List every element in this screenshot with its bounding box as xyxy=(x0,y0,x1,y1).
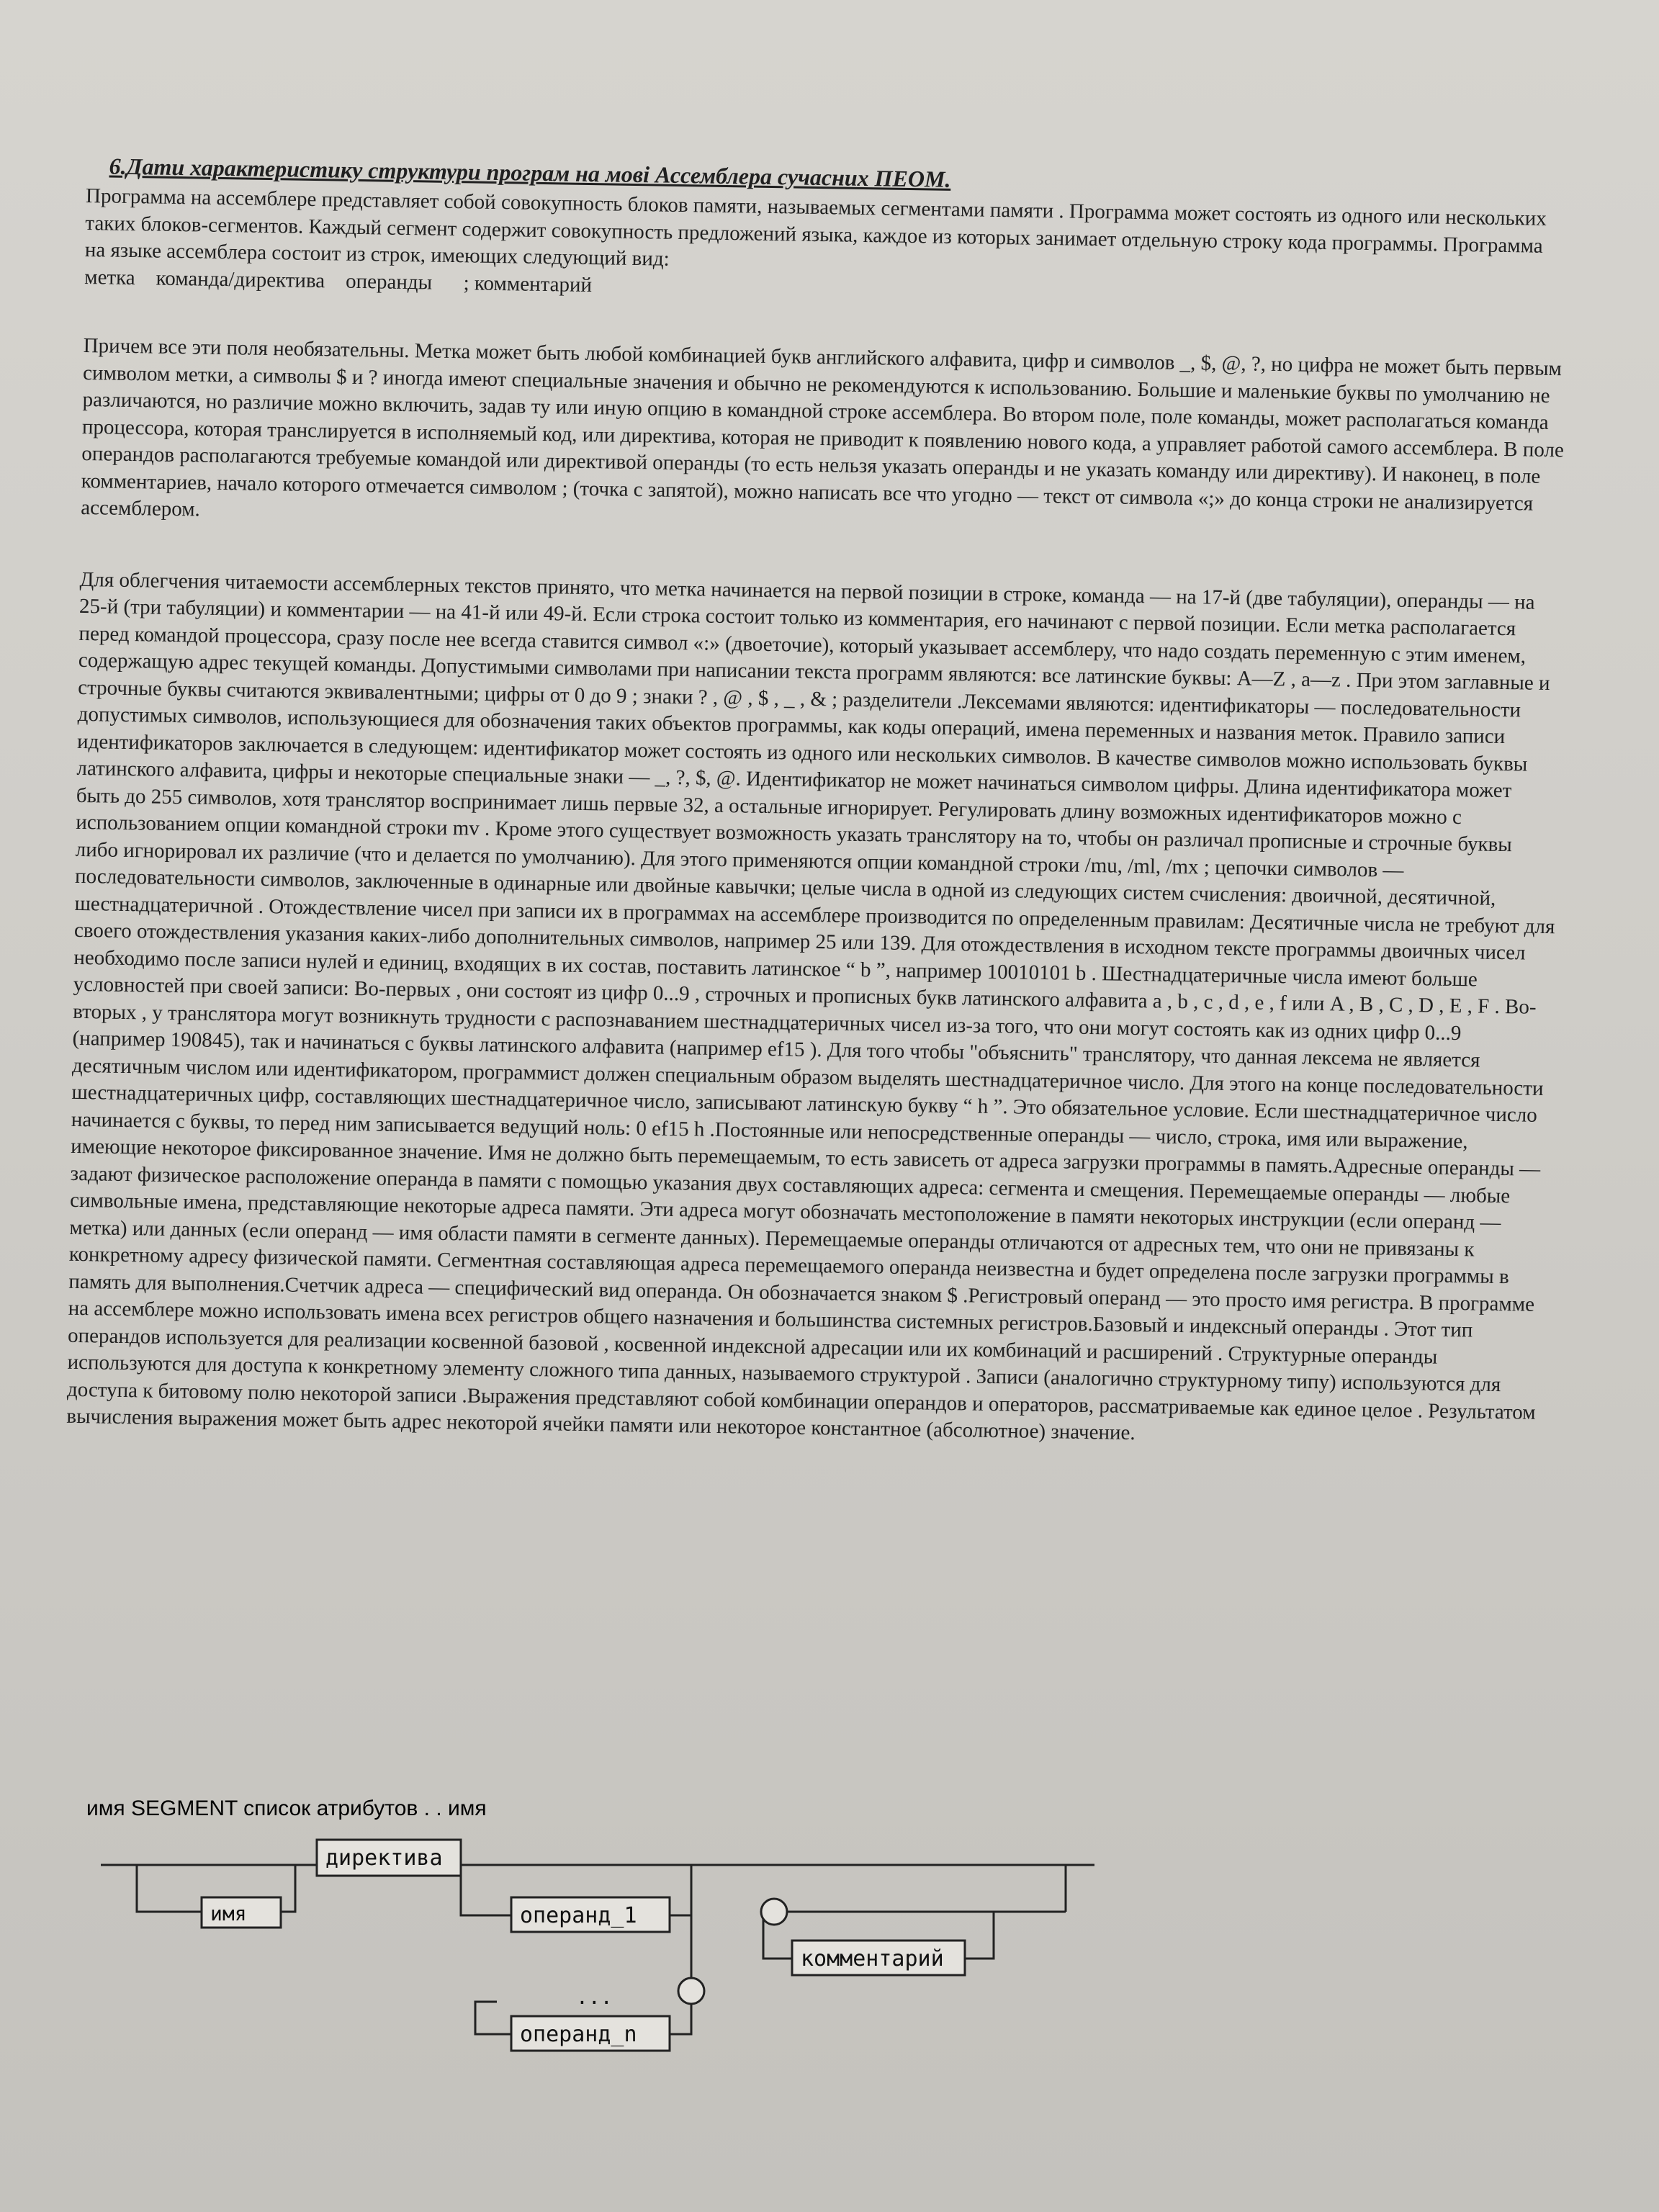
label-operand-1: операнд_1 xyxy=(520,1903,637,1928)
label-operand-n: операнд_n xyxy=(520,2022,637,2047)
document-body xyxy=(66,151,1570,1454)
label-comment: комментарий xyxy=(801,1946,944,1972)
paragraph-lexemes: Для облегчения читаемости ассемблерных текстов принято, что метка начинается на первой позиции в строке, команда — на 17-й (две табуляции), операнды — на 25-й (три табуляции) и комментарии — на 41-й или 49-й. Если строка состоит только из комментария, его начинают с первой позиции. Если метка располагается перед командой процессора, сразу после нее всегда ставится символ «:» (двоеточие), который указывает ассемблеру, что надо создать переменную с этим именем, содержащую адрес текущей команды. Допустимыми символами при написании текста программ являются: все латинские буквы: A—Z , a—z . При этом заглавные и строчные буквы считаются эквивалентными; цифры от 0 до 9 ; знаки ? , @ , $ , _ , & ; разделители .Лексемами являются: идентификаторы — последовательности допустимых символов, использующиеся для обозначения таких объектов программы, как коды операций, имена переменных и названия меток. Правило записи идентификаторов заключается в следующем: идентификатор может состоять из одного или нескольких символов. В качестве символов можно использовать буквы латинского алфавита, цифры и некоторые специальные знаки — _, ?, $, @. Идентификатор не может начинаться символом цифры. Длина идентификатора может быть до 255 символов, хотя транслятор воспринимает лишь первые 32, а остальные игнорирует. Регулировать длину возможных идентификаторов можно с использованием опции командной строки mv . Кроме этого существует возможность указать транслятору на то, чтобы он различал прописные и строчные буквы либо игнорировал их различие (что и делается по умолчанию). Для этого применяются опции командной строки /mu, /ml, /mx ; цепочки символов — последовательности символов, заключенные в одинарные или двойные кавычки; целые числа в одной из следующих систем счисления: двоичной, десятичной, шестнадцатеричной . Отождествление чисел при записи их в программах на ассемблере производится по определенным правилам: Десятичные числа не требуют для своего отождествления указания каких-либо дополнительных символов, например 25 или 139. Для отождествления в исходном тексте программы двоичных чисел необходимо после записи нулей и единиц, входящих в их состав, поставить латинское “ b ”, например 10010101 b . Шестнадцатеричные числа имеют больше условностей при своей записи: Во-первых , они состоят из цифр 0...9 , строчных и прописных букв латинского алфавита a , b , c , d , e , f или A , B , C , D , E , F . Во-вторых , у транслятора могут возникнуть трудности с распознаванием шестнадцатеричных чисел из-за того, что они могут состоять как из одних цифр 0...9 (например 190845), так и начинаться с буквы латинского алфавита (например ef15 ). Для того чтобы "объяснить" транслятору, что данная лексема не является десятичным числом или идентификатором, программист должен специальным образом выделять шестнадцатеричное число. Для этого на конце последовательности шестнадцатеричных цифр, составляющих шестнадцатеричное число, записывают латинскую букву “ h ”. Это обязательное условие. Если шестнадцатеричное число начинается с буквы, то перед ним записывается ведущий ноль: 0 ef15 h .Постоянные или непосредственные операнды — число, строка, имя или выражение, имеющие некоторое фиксированное значение. Имя не должно быть перемещаемым, то есть зависеть от адреса загрузки программы в память.Адресные операнды — задают физическое расположение операнда в памяти с помощью указания двух составляющих адреса: сегмента и смещения. Перемещаемые операнды — любые символьные имена, представляющие некоторые адреса памяти. Эти адреса могут обозначать местоположение в памяти некоторых инструкции (если операнд — метка) или данных (если операнд — имя области памяти в сегменте данных). Перемещаемые операнды отличаются от адресных тем, что они не привязаны к конкретному адресу физической памяти. Сегментная составляющая адреса перемещаемого операнда неизвестна и будет определена после загрузки программы в память для выполнения.Счетчик адреса — специфический вид операнда. Он обозначается знаком $ .Регистровый операнд — это просто имя регистра. В программе на ассемблере можно использовать имена всех регистров общего назначения и большинства системных регистров.Базовый и индексный операнды . Этот тип операндов используется для реализации косвенной базовой , косвенной индексной адресации или их комбинаций и расширений . Структурные операнды используются для доступа к конкретному элементу сложного типа данных, называемого структурой . Записи (аналогично структурному типу) используются для доступа к битовому полю некоторой записи .Выражения представляют собой комбинации операндов и операторов, рассматриваемые как единое целое . Результатом вычисления выражения может быть адрес некоторой ячейки памяти или некоторое константное (абсолютное) значение. xyxy=(66,567,1555,1445)
paragraph-fields: Причем все эти поля необязательны. Метка может быть любой комбинацией букв английского алфавита, цифр и символов _, $, @, ?, но цифра не может быть первым символом метки, а символы $ и ? иногда имеют специальные значения и обычно не рекомендуются к использованию. Большие и маленькие буквы по умолчанию не различаются, но различие можно включить, задав ту или иную опцию в командной строке ассемблера. Во втором поле, поле команды, может располагаться команда процессора, которая транслируется в исполняемый код, или директива, которая не приводит к появлению нового кода, а управляет работой самого ассемблера. В поле операндов располагаются требуемые командой или директивой операнды (то есть нельзя указать операнды и не указать команду или директиву). И наконец, в поле комментариев, начало которого отмечается символом ; (точка с запятой), можно написать все что угодно — текст от символа «;» до конца строки не анализируется ассемблером. xyxy=(80,333,1565,521)
junction-circle-operands xyxy=(678,1978,704,2004)
syntax-diagram-svg xyxy=(86,1797,1527,2085)
junction-circle-comment xyxy=(761,1899,787,1925)
label-name: имя xyxy=(210,1902,247,1925)
label-directive: директива xyxy=(325,1845,443,1871)
paragraph-intro: Программа на ассемблере представляет собой совокупность блоков памяти, называемых сегментами памяти . Программа может состоять из одного или нескольких таких блоков-сегментов. Каждый сегмент содержит совокупность предложений языка, каждое из которых занимает отдельную строку кода программы. Программа на языке ассемблера состоит из строк, имеющих следующий вид: xyxy=(84,184,1547,271)
label-dots: ... xyxy=(576,1985,613,2009)
section-title: 6.Дати характеристику структури програм на мові Ассемблера сучасних ПЕОМ. xyxy=(109,153,951,192)
syntax-diagram xyxy=(86,1797,1527,2085)
line-format-spec: метка команда/директива операнды ; комментарий xyxy=(84,265,593,297)
diagram-caption: имя SEGMENT список атрибутов . . имя xyxy=(86,1797,487,1820)
